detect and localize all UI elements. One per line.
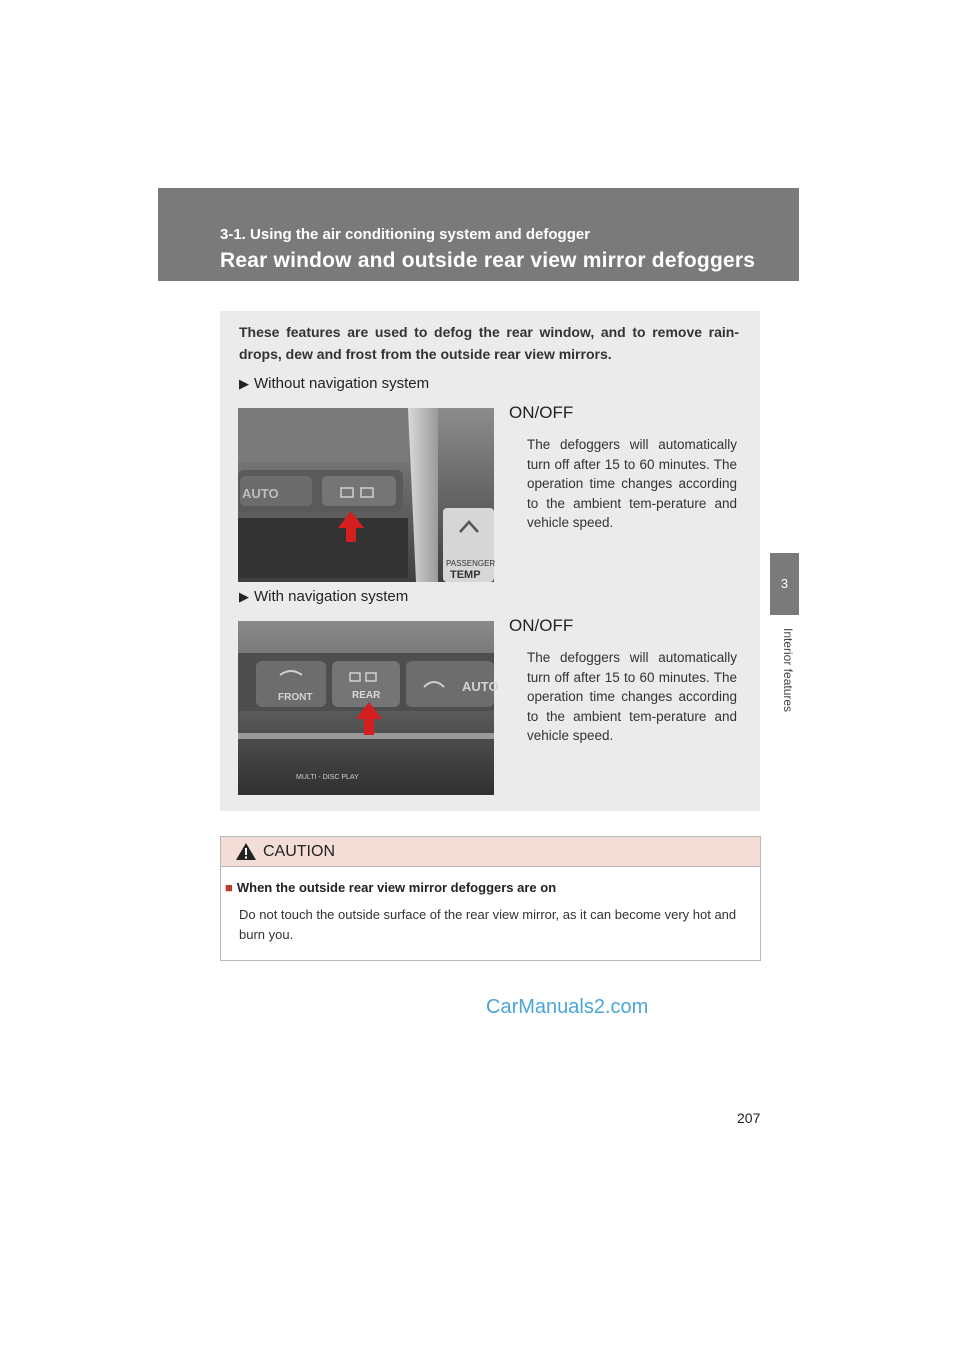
caution-box [220, 836, 761, 961]
photo-auto-label: AUTO [242, 486, 279, 501]
subheading-text: With navigation system [254, 588, 409, 605]
photo-with-nav [238, 621, 499, 795]
button-description: The defoggers will automatically turn off after 15 to 60 minutes. The operation time changes according to the ambient tem-perature and vehicle speed. [527, 650, 737, 743]
intro-text: These features are used to defog the rear window, and to remove rain-drops, dew and frost from the outside rear view mirrors. [239, 324, 739, 362]
watermark: CarManuals2.com [486, 996, 649, 1018]
photo-front-label: FRONT [278, 692, 313, 703]
subheading-with-nav [239, 588, 408, 605]
page-header [158, 188, 799, 281]
photo-auto-label: AUTO [462, 679, 499, 694]
subheading-without-nav [239, 375, 429, 392]
button-label-on-off: ON/OFF [509, 403, 574, 422]
page-title: Rear window and outside rear view mirror defoggers [220, 249, 756, 272]
section-title: 3-1. Using the air conditioning system and defogger [220, 226, 591, 243]
button-label-on-off: ON/OFF [509, 616, 574, 635]
pointer-arrow-icon: ▶ [239, 589, 249, 604]
caution-label: CAUTION [263, 843, 335, 860]
caution-header [221, 837, 760, 867]
chapter-label: Interior features [781, 628, 795, 713]
subheading-text: Without navigation system [254, 375, 430, 392]
content-box [220, 311, 760, 811]
warning-triangle-icon [235, 842, 257, 861]
photo-rear-label: REAR [352, 690, 381, 701]
photo-passenger-label: PASSENGER [446, 559, 496, 568]
chapter-tab: 3 [770, 553, 799, 615]
photo-disc-label: MULTI - DISC PLAY [296, 774, 359, 781]
photo-temp-label: TEMP [450, 569, 481, 581]
button-description: The defoggers will automatically turn off after 15 to 60 minutes. The operation time changes according to the ambient tem-perature and vehicle speed. [527, 437, 737, 530]
caution-subheading [225, 880, 556, 895]
pointer-arrow-icon: ▶ [239, 376, 249, 391]
caution-body: Do not touch the outside surface of the rear view mirror, as it can become very hot and burn you. [239, 907, 737, 942]
caution-subheading-text: When the outside rear view mirror defoggers are on [236, 880, 557, 895]
page-number: 207 [737, 1110, 761, 1126]
photo-without-nav [238, 408, 494, 582]
bullet-square-icon: ■ [225, 880, 233, 895]
